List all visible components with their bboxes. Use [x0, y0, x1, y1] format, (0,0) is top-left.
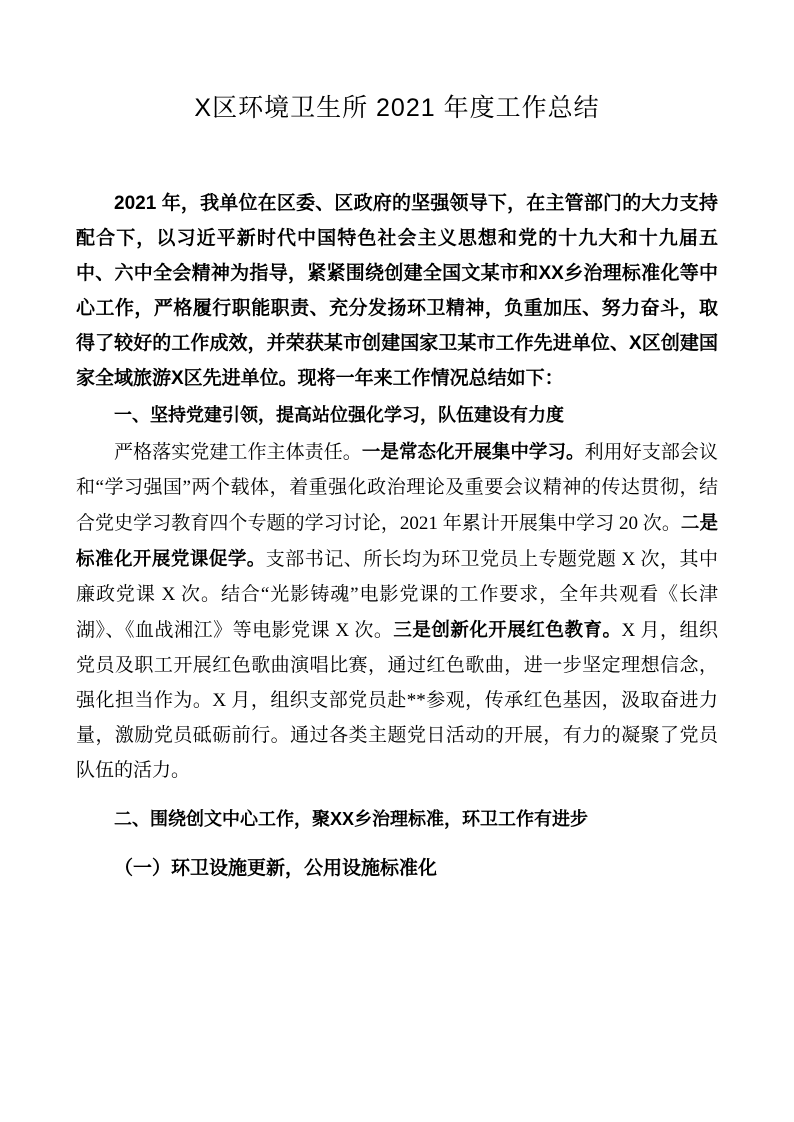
subheading-section-two-one: （一）环卫设施更新，公用设施标准化	[114, 858, 438, 879]
document-body	[76, 186, 718, 886]
text-run-a: 严格落实党建工作主体责任。	[114, 442, 362, 463]
text-run-c: 利用好支部会议和“学习强国”两个载体，着重强化政治理论及重要会议精神的传达贯彻，结合党史学习教育四个专题的学习讨论，2021 年累计开展集中学习 20 次。	[76, 442, 718, 534]
paragraph-intro: 2021 年，我单位在区委、区政府的坚强领导下，在主管部门的大力支持配合下，以习近平新时代中国特色社会主义思想和党的十九大和十九届五中、六中全会精神为指导，紧紧围绕创建全国文某市和XX乡治理标准化等中心工作，严格履行职能职责、充分发扬环卫精神，负重加压、努力奋斗，取得了较好的工作成效，并荣获某市创建国家卫某市工作先进单位、X区创建国家全域旅游X区先进单位。现将一年来工作情况总结如下：	[76, 193, 718, 389]
page-title: X区环境卫生所 2021 年度工作总结	[194, 94, 600, 122]
text-run-f-bold: 三是创新化开展红色教育。	[393, 619, 622, 640]
heading-section-two: 二、围绕创文中心工作，聚XX乡治理标准，环卫工作有进步	[114, 809, 589, 829]
text-run-b-bold: 一是常态化开展集中学习。	[361, 441, 585, 462]
text-run-e: 支部书记、所长均为环卫党员上专题党题 X 次，其中廉政党课 X 次。结合“光影铸魂”电影党课的工作要求，全年共观看《长津湖》、《血战湘江》等电影党课 X 次。	[76, 549, 718, 641]
heading-section-one: 一、坚持党建引领，提高站位强化学习，队伍建设有力度	[114, 405, 564, 425]
text-run-d-bold: 二是标准化开展党课促学。	[76, 512, 718, 569]
text-run-g: X 月，组织党员及职工开展红色歌曲演唱比赛，通过红色歌曲，进一步坚定理想信念，强化担当作为。X 月，组织支部党员赴**参观，传承红色基因，汲取奋进力量，激励党员砥砺前行。通过各类主题党日活动的开展，有力的凝聚了党员队伍的活力。	[76, 620, 718, 781]
paragraph-section-one	[76, 434, 718, 788]
